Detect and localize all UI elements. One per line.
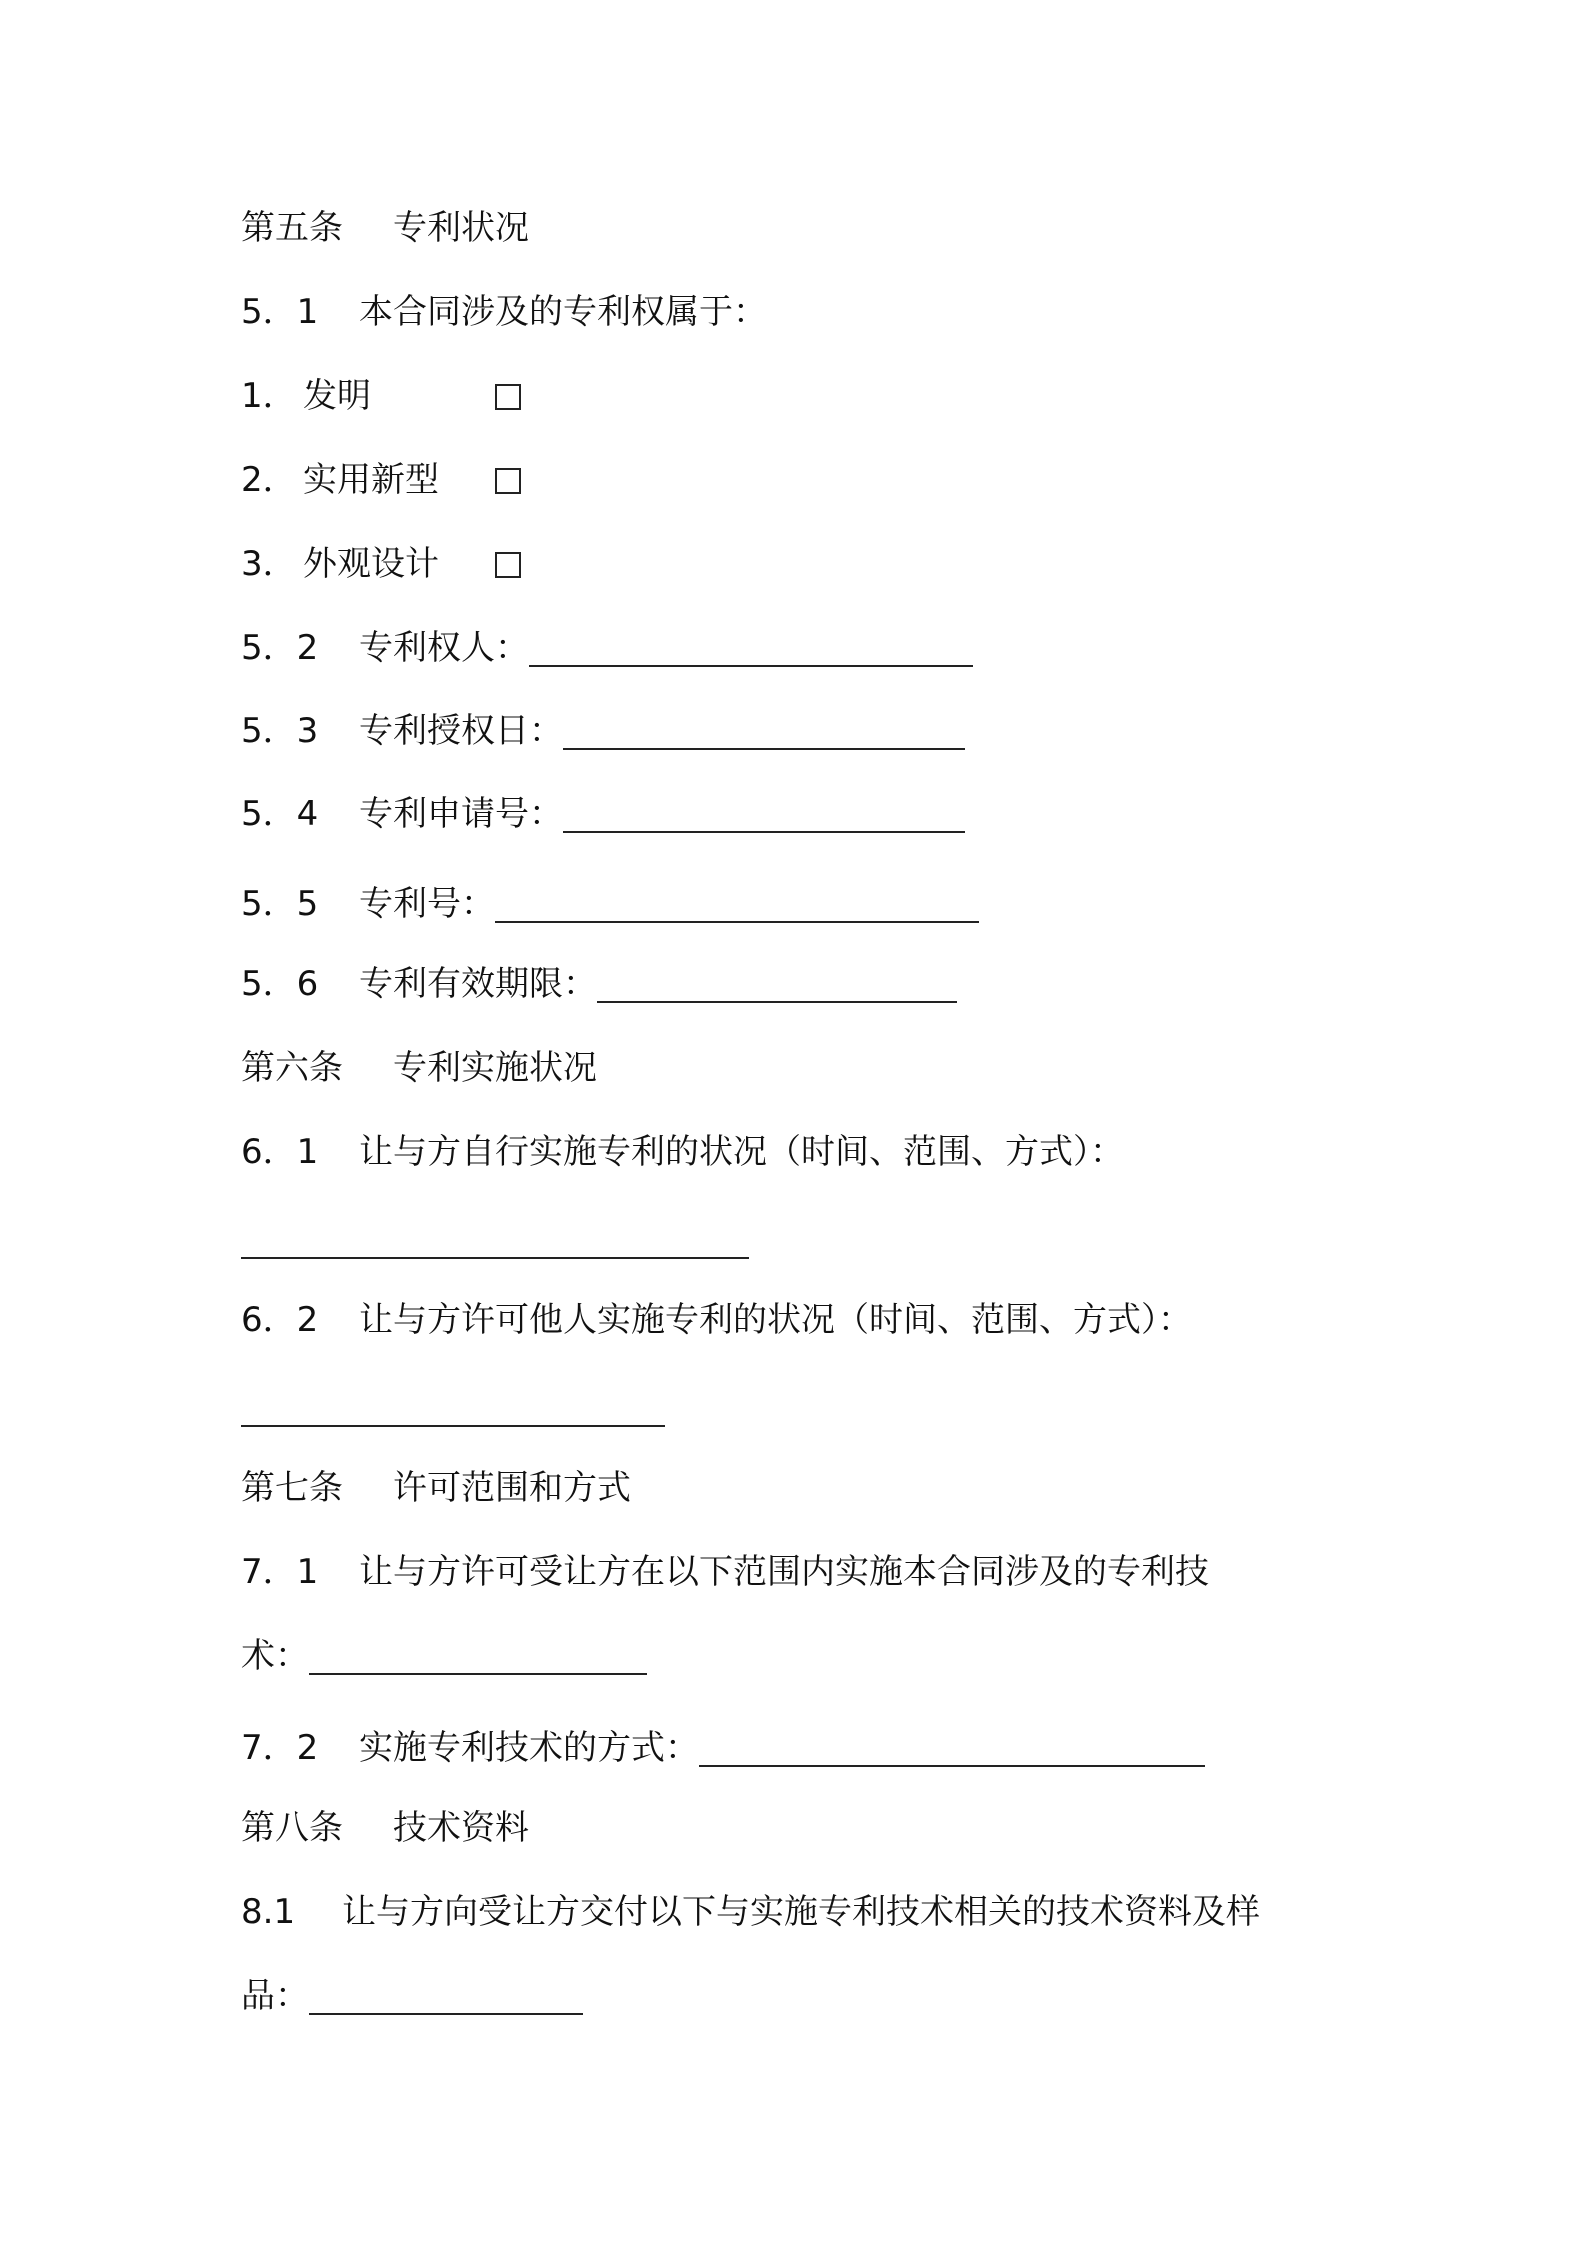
- technical-materials-blank[interactable]: [309, 1983, 583, 2015]
- clause-text: 让与方许可他人实施专利的状况（时间、范围、方式）：: [359, 1300, 1192, 1340]
- clause-number: 5．2: [241, 628, 319, 668]
- clause-text: 实施专利技术的方式：: [359, 1728, 699, 1768]
- clause-6-2: [241, 1298, 1192, 1342]
- clause-number: 7．2: [241, 1728, 319, 1768]
- article-number: 第八条: [241, 1808, 343, 1848]
- clause-text: 专利申请号：: [359, 794, 563, 834]
- design-checkbox[interactable]: [495, 552, 521, 578]
- article-7-heading: [241, 1466, 631, 1510]
- clause-6-1: [241, 1130, 1124, 1174]
- clause-5-6: [241, 962, 957, 1006]
- clause-text: 专利权人：: [359, 628, 529, 668]
- clause-text: 专利授权日：: [359, 711, 563, 751]
- clause-number: 6．1: [241, 1132, 319, 1172]
- clause-text: 让与方向受让方交付以下与实施专利技术相关的技术资料及样: [342, 1892, 1260, 1932]
- clause-5-2: [241, 626, 973, 670]
- validity-period-blank[interactable]: [597, 971, 957, 1003]
- clause-number: 5．4: [241, 794, 319, 834]
- application-number-blank[interactable]: [563, 801, 965, 833]
- clause-text: 本合同涉及的专利权属于：: [359, 292, 767, 332]
- utility-model-checkbox[interactable]: [495, 468, 521, 494]
- clause-5-4: [241, 792, 965, 836]
- option-number: 3．: [241, 544, 297, 584]
- clause-text: 术：: [241, 1636, 309, 1676]
- self-implementation-blank[interactable]: [241, 1227, 749, 1259]
- option-utility-model: [241, 458, 521, 502]
- clause-number: 8.1: [241, 1892, 296, 1932]
- clause-7-1-continued: [241, 1634, 647, 1678]
- license-scope-blank[interactable]: [309, 1643, 647, 1675]
- clause-8-1: [241, 1890, 1260, 1934]
- clause-5-1: [241, 290, 767, 334]
- clause-text: 专利号：: [359, 884, 495, 924]
- clause-7-2: [241, 1726, 1205, 1770]
- clause-6-2-blank-line: [241, 1386, 665, 1430]
- implementation-method-blank[interactable]: [699, 1735, 1205, 1767]
- patentee-blank[interactable]: [529, 635, 973, 667]
- clause-7-1: [241, 1550, 1209, 1594]
- clause-number: 6．2: [241, 1300, 319, 1340]
- clause-number: 5．3: [241, 711, 319, 751]
- clause-8-1-continued: [241, 1974, 583, 2018]
- clause-text: 让与方许可受让方在以下范围内实施本合同涉及的专利技: [359, 1552, 1209, 1592]
- article-5-heading: [241, 206, 529, 250]
- article-title: 专利状况: [393, 208, 529, 248]
- patent-number-blank[interactable]: [495, 891, 979, 923]
- option-label: 外观设计: [303, 544, 439, 584]
- article-title: 许可范围和方式: [393, 1468, 631, 1508]
- option-label: 实用新型: [303, 460, 439, 500]
- article-number: 第七条: [241, 1468, 343, 1508]
- article-title: 技术资料: [393, 1808, 529, 1848]
- grant-date-blank[interactable]: [563, 718, 965, 750]
- option-design: [241, 542, 521, 586]
- article-number: 第五条: [241, 208, 343, 248]
- clause-number: 5．6: [241, 964, 319, 1004]
- clause-text: 专利有效期限：: [359, 964, 597, 1004]
- option-number: 2．: [241, 460, 297, 500]
- option-label: 发明: [303, 376, 371, 416]
- clause-5-3: [241, 709, 965, 753]
- invention-checkbox[interactable]: [495, 384, 521, 410]
- clause-6-1-blank-line: [241, 1218, 749, 1262]
- clause-5-5: [241, 882, 979, 926]
- article-title: 专利实施状况: [393, 1048, 597, 1088]
- clause-number: 7．1: [241, 1552, 319, 1592]
- clause-number: 5．5: [241, 884, 319, 924]
- option-number: 1．: [241, 376, 297, 416]
- option-invention: [241, 374, 521, 418]
- third-party-implementation-blank[interactable]: [241, 1395, 665, 1427]
- article-8-heading: [241, 1806, 529, 1850]
- clause-text: 让与方自行实施专利的状况（时间、范围、方式）：: [359, 1132, 1124, 1172]
- article-number: 第六条: [241, 1048, 343, 1088]
- article-6-heading: [241, 1046, 597, 1090]
- clause-text: 品：: [241, 1976, 309, 2016]
- clause-number: 5．1: [241, 292, 319, 332]
